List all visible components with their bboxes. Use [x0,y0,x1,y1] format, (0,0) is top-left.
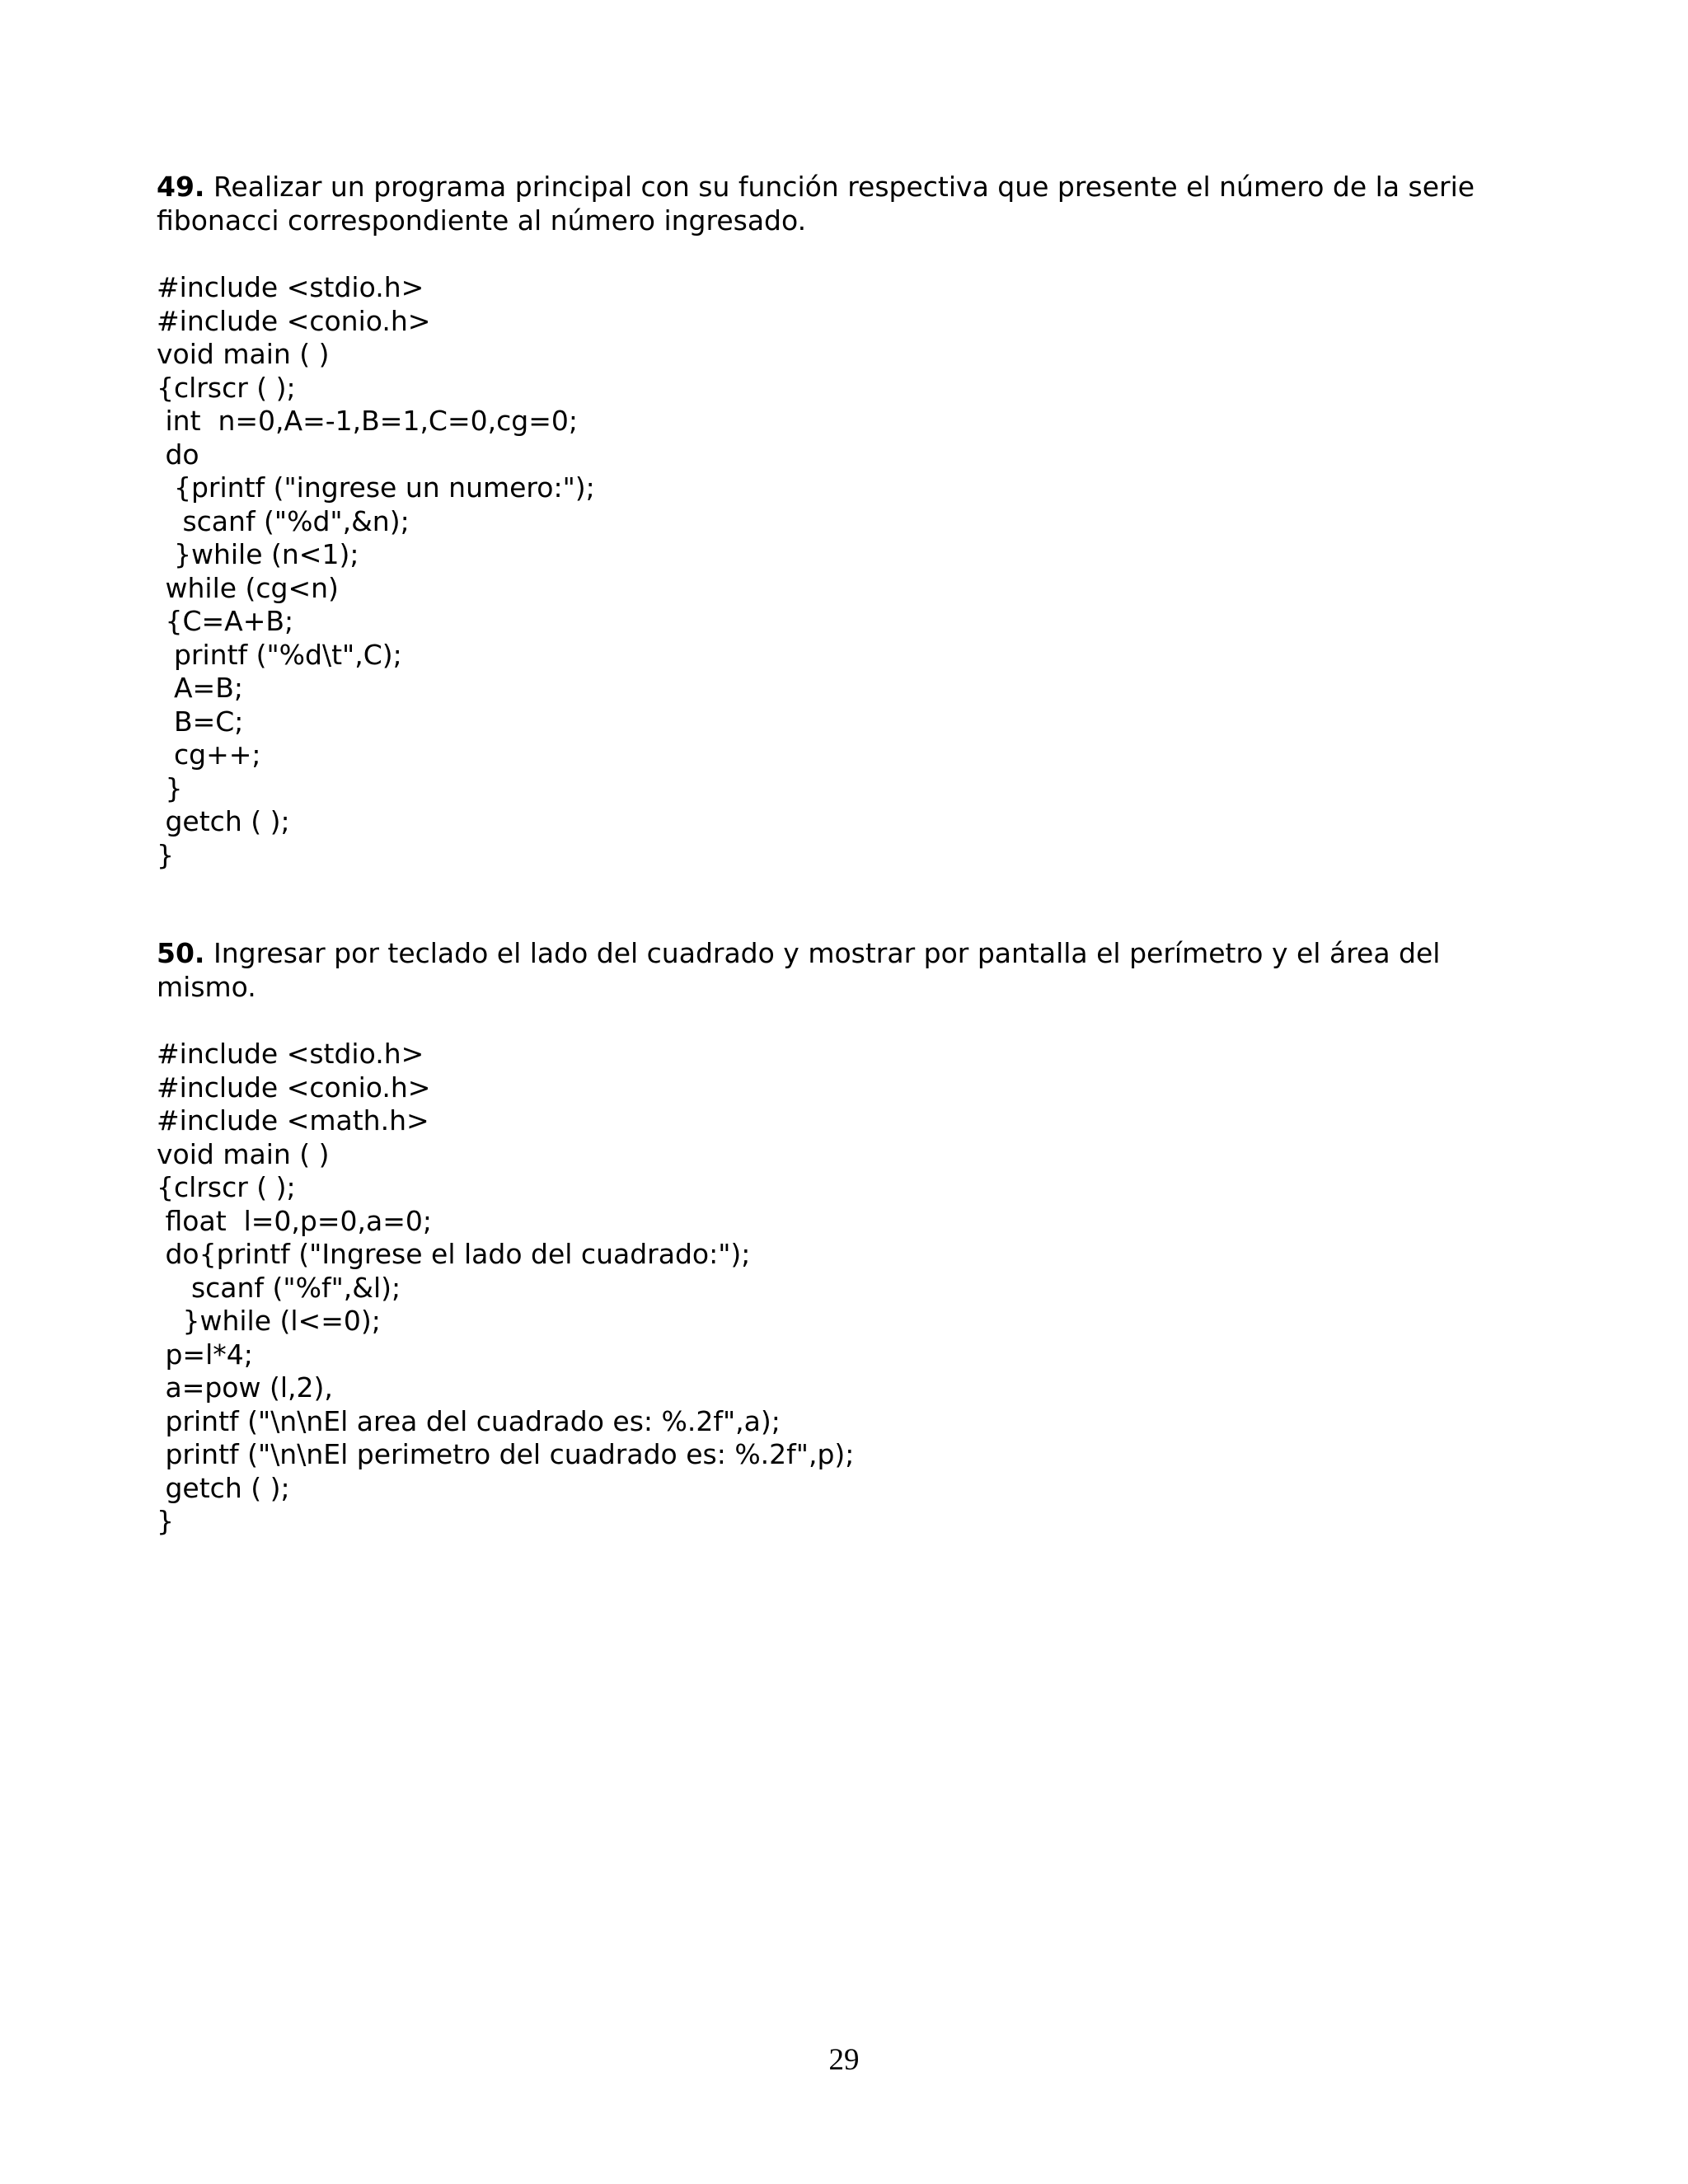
code-block [157,1038,1517,1539]
exercise-number: 50. [157,937,205,969]
code-line: scanf ("%d",&n); [157,504,410,537]
code-line: #include <stdio.h> [157,271,424,303]
exercise-statement [157,170,1517,237]
code-line: #include <conio.h> [157,304,431,337]
code-line: {clrscr ( ); [157,1171,296,1203]
code-line: #include <stdio.h> [157,1038,424,1070]
code-line: while (cg<n) [157,571,339,604]
code-line: a=pow (l,2), [157,1371,333,1404]
page-number: 29 [828,2043,860,2077]
code-line: int n=0,A=-1,B=1,C=0,cg=0; [157,405,578,437]
code-line: }while (n<1); [157,538,359,570]
code-line: } [157,838,174,871]
code-line: getch ( ); [157,1471,290,1504]
code-block [157,271,1517,872]
code-line: void main ( ) [157,1137,330,1170]
code-line: }while (l<=0); [157,1305,381,1337]
code-line: cg++; [157,738,261,771]
code-line: do [157,438,199,471]
code-line: printf ("%d\t",C); [157,638,402,671]
code-line: {clrscr ( ); [157,371,296,404]
code-line: p=l*4; [157,1338,253,1371]
code-line: B=C; [157,705,244,738]
code-line: {C=A+B; [157,605,294,637]
exercise-49 [157,170,1517,872]
exercise-statement [157,936,1517,1004]
exercise-text: Realizar un programa principal con su función respectiva que presente el número de la serie fibonacci correspondiente al número ingresado. [157,171,1475,237]
exercise-number: 49. [157,171,205,203]
code-line: A=B; [157,672,243,704]
code-line: {printf ("ingrese un numero:"); [157,471,595,504]
code-line: void main ( ) [157,338,330,370]
code-line: do{printf ("Ingrese el lado del cuadrado:"); [157,1238,751,1270]
code-line: getch ( ); [157,805,290,837]
code-line: } [157,1505,174,1537]
code-line: } [157,771,183,804]
code-line: printf ("\n\nEl perimetro del cuadrado es: %.2f",p); [157,1438,855,1470]
code-line: #include <math.h> [157,1104,429,1137]
code-line: scanf ("%f",&l); [157,1271,401,1304]
code-line: #include <conio.h> [157,1071,431,1104]
code-line: printf ("\n\nEl area del cuadrado es: %.2f",a); [157,1404,781,1437]
exercise-50 [157,936,1517,1539]
code-line: float l=0,p=0,a=0; [157,1204,432,1237]
exercise-text: Ingresar por teclado el lado del cuadrado y mostrar por pantalla el perímetro y el área del mismo. [157,937,1441,1003]
